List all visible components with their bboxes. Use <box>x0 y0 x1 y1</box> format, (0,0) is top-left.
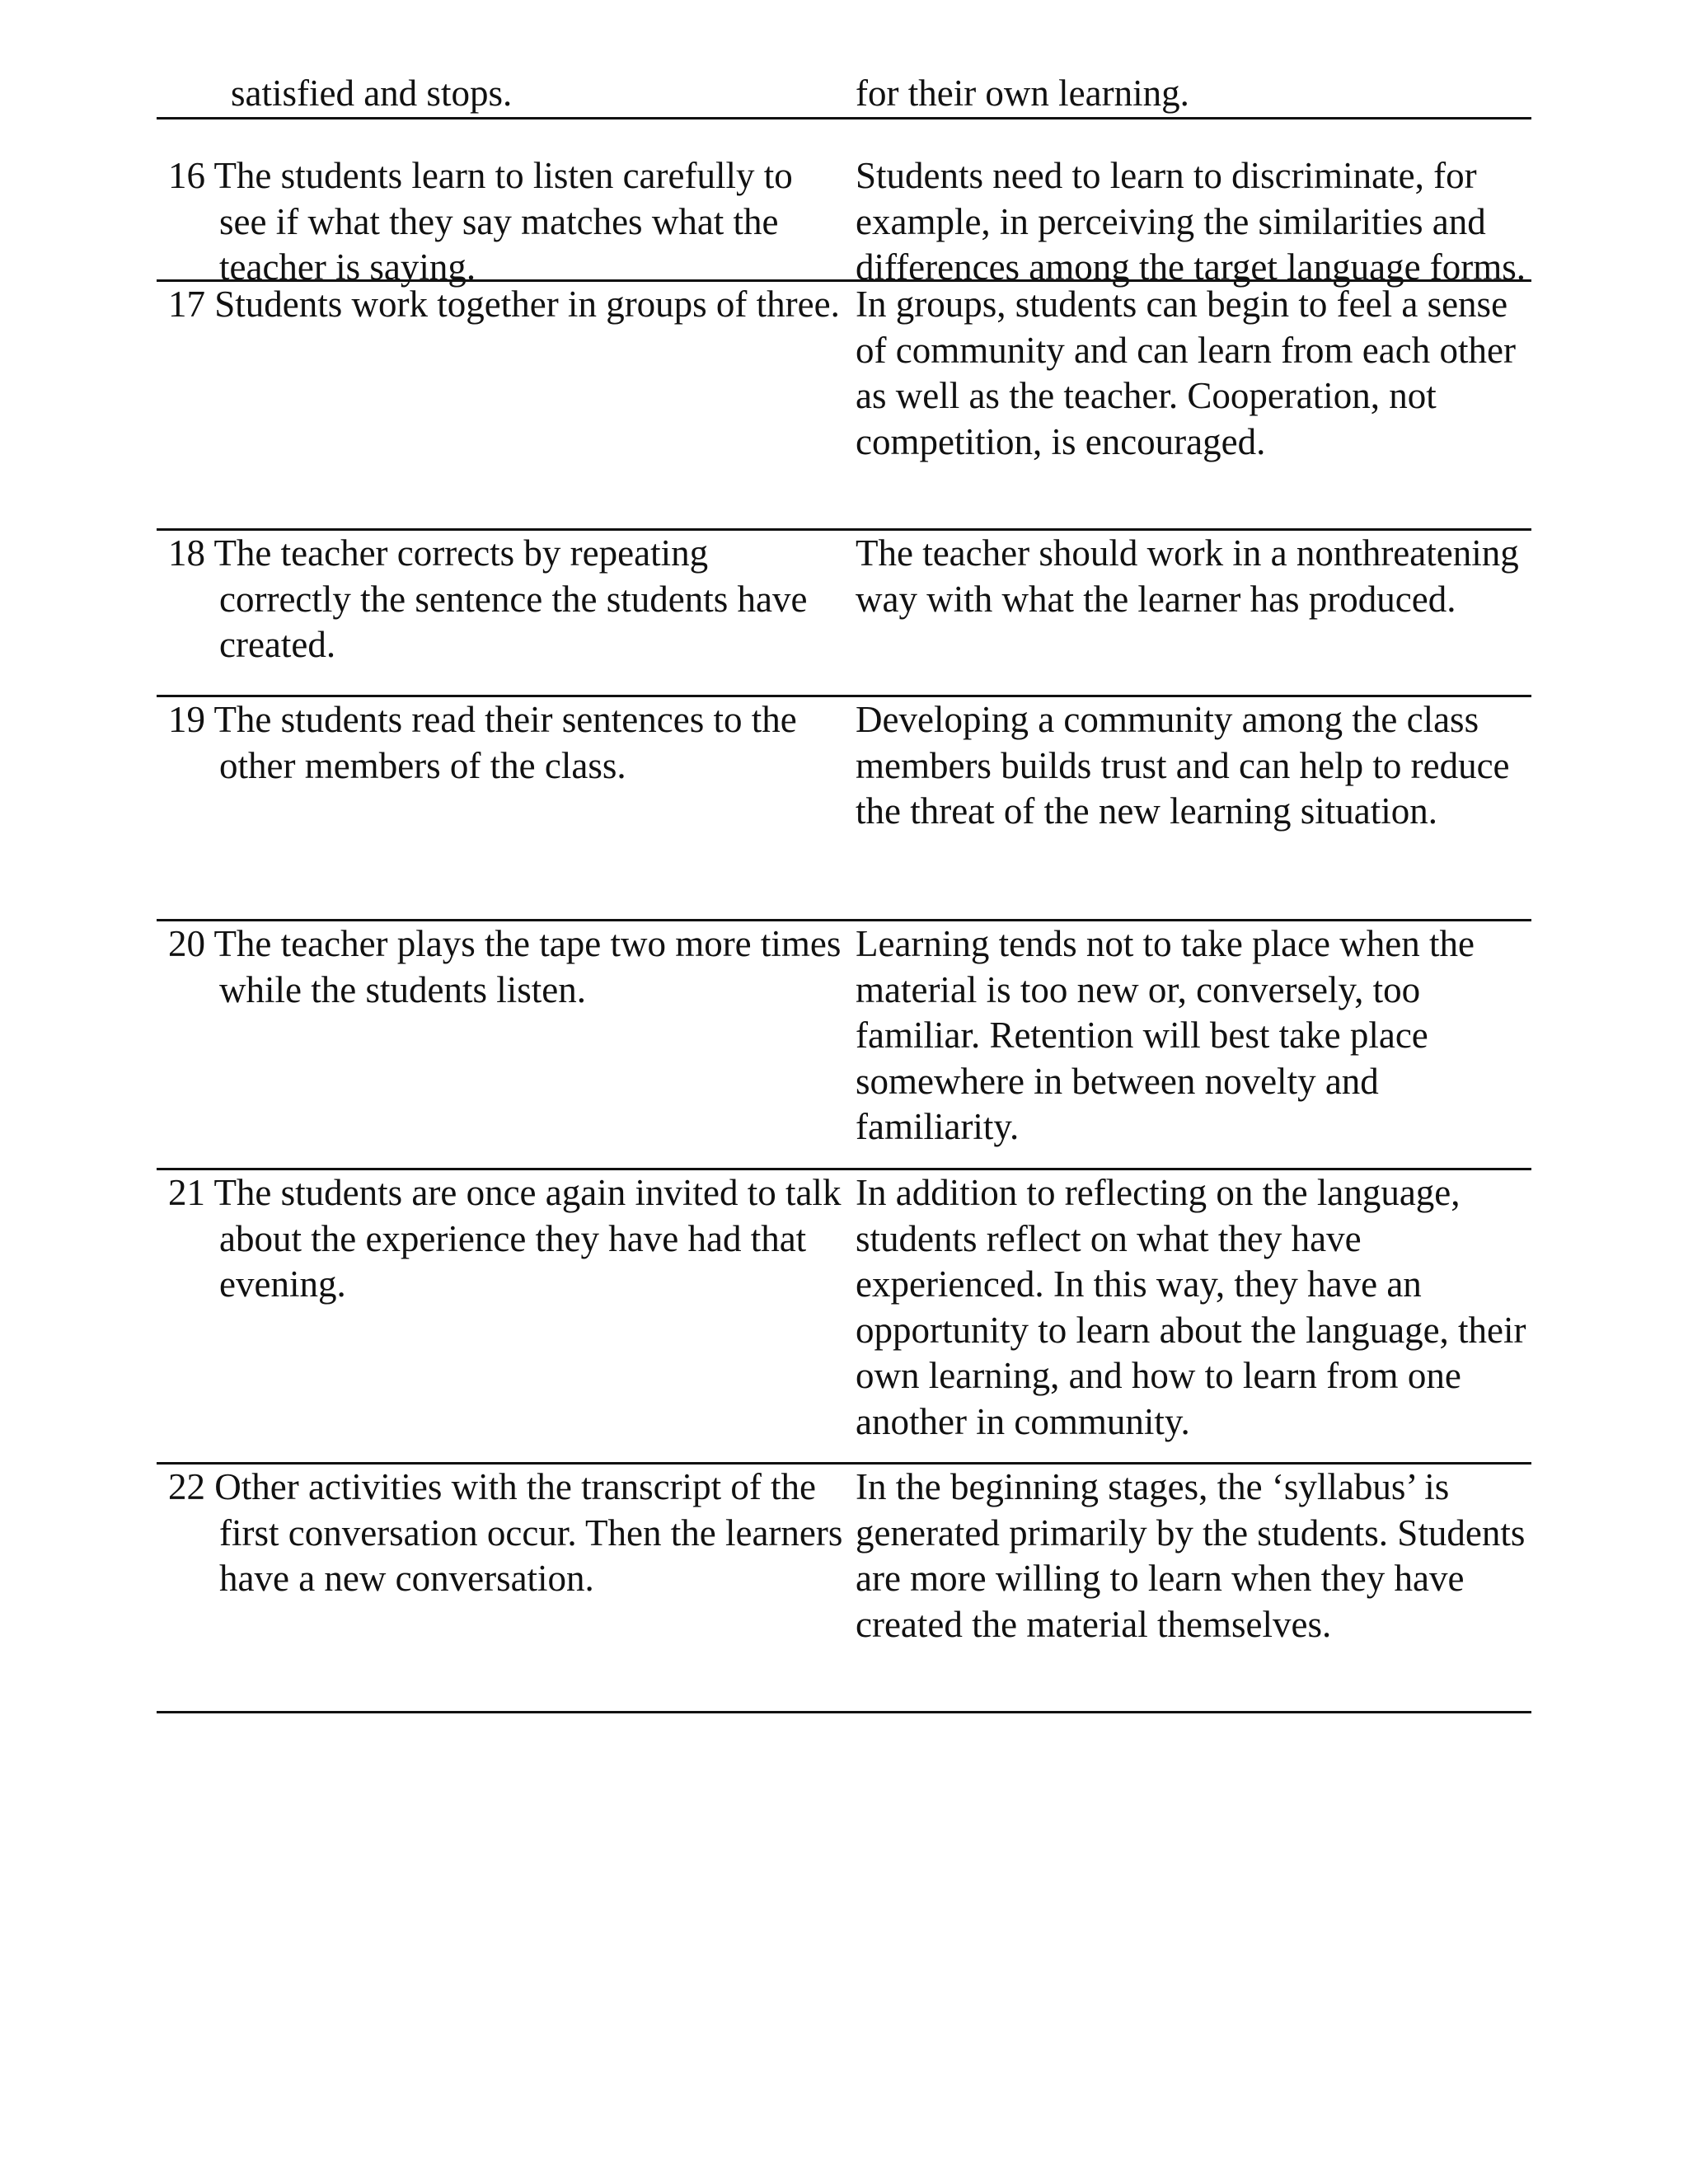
step-number: 21 <box>168 1172 205 1213</box>
table-row <box>157 282 1531 531</box>
technique-text: The teacher corrects by repeating correctly the sentence the students have created. <box>213 532 808 665</box>
technique-cell <box>157 1465 856 1711</box>
step-number: 18 <box>168 532 205 574</box>
principle-cell <box>856 71 1531 117</box>
principle-text: Students need to learn to discriminate, for example, in perceiving the similarities and differences among the target language forms. <box>856 155 1526 288</box>
principle-text: In the beginning stages, the ‘syllabus’ is generated primarily by the students. Students are more willing to learn when they have created the material themselves. <box>856 1466 1526 1645</box>
principle-text: In groups, students can begin to feel a sense of community and can learn from each other as well as the teacher. Cooperation, not competition, is encouraged. <box>856 284 1516 462</box>
continuation-row <box>157 71 1531 120</box>
table-row <box>157 921 1531 1170</box>
continuation-technique-text: satisfied and stops. <box>231 73 513 114</box>
table-row <box>157 697 1531 921</box>
principle-text: Learning tends not to take place when the material is too new or, conversely, too familiar. Retention will best take place somewhere in between novelty and familiarity. <box>856 923 1475 1147</box>
technique-text: Students work together in groups of three. <box>214 284 840 325</box>
principle-text: The teacher should work in a nonthreatening way with what the learner has produced. <box>856 532 1519 620</box>
step-number: 17 <box>168 284 205 325</box>
table-row <box>157 1465 1531 1713</box>
principle-text: Developing a community among the class members builds trust and can help to reduce the threat of the new learning situation. <box>856 699 1510 832</box>
principle-cell <box>856 153 1531 288</box>
techniques-principles-table <box>157 73 1531 1713</box>
principle-cell <box>856 1465 1531 1711</box>
step-number: 16 <box>168 155 205 196</box>
principle-cell <box>856 531 1531 695</box>
technique-cell <box>157 921 856 1168</box>
technique-text: The students read their sentences to the other members of the class. <box>213 699 797 786</box>
technique-text: The students are once again invited to talk about the experience they have had that evening. <box>213 1172 842 1305</box>
technique-cell <box>157 282 856 528</box>
principle-text: In addition to reflecting on the language, students reflect on what they have experienced. In this way, they have an opportunity to learn about the language, their own learning, and how to learn from one another in community. <box>856 1172 1526 1442</box>
technique-cell <box>157 1170 856 1462</box>
principle-cell <box>856 1170 1531 1462</box>
technique-text: The teacher plays the tape two more times while the students listen. <box>213 923 842 1010</box>
technique-cell <box>157 71 856 117</box>
technique-text: The students learn to listen carefully to see if what they say matches what the teacher is saying. <box>213 155 793 288</box>
technique-cell <box>157 697 856 919</box>
technique-cell <box>157 153 856 288</box>
table-row <box>157 531 1531 697</box>
table-row <box>157 1170 1531 1465</box>
principle-cell <box>856 697 1531 919</box>
technique-text: Other activities with the transcript of the first conversation occur. Then the learners have a new conversation. <box>214 1466 843 1599</box>
step-number: 19 <box>168 699 205 740</box>
continuation-principle-text: for their own learning. <box>856 73 1189 114</box>
step-number: 22 <box>168 1466 205 1507</box>
step-number: 20 <box>168 923 205 964</box>
technique-cell <box>157 531 856 695</box>
principle-cell <box>856 921 1531 1168</box>
principle-cell <box>856 282 1531 528</box>
